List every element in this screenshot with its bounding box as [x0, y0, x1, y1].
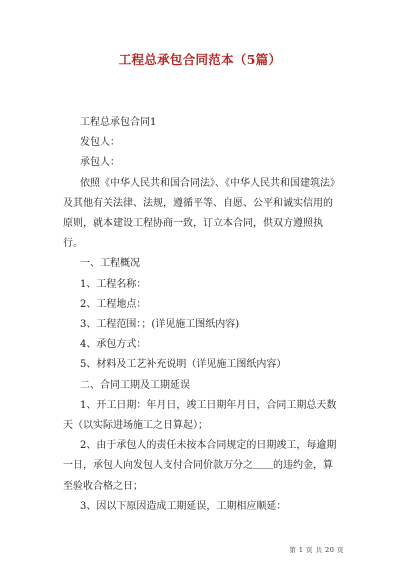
materials-note-line: 5、材料及工艺补充说明（详见施工图纸内容）	[80, 359, 287, 371]
document-title: 工程总承包合同范本（5篇）	[118, 52, 282, 67]
section-heading-project-overview: 一、工程概况	[80, 258, 140, 270]
document-body	[63, 113, 341, 517]
contract-method-line: 4、承包方式：	[80, 339, 147, 351]
contract-heading: 工程总承包合同1	[80, 117, 157, 128]
delay-penalty-paragraph: 2、由于承包人的责任未按本合同规定的日期竣工，每逾期一日，承包人向发包人支付合同价款万分之＿＿的违约金，算至验收合格之日；	[63, 440, 337, 492]
start-date-paragraph: 1、开工日期：年月日，竣工日期年月日，合同工期总天数天（以实际进场施工之日算起）；	[63, 399, 337, 432]
section-heading-schedule: 二、合同工期及工期延误	[80, 379, 190, 391]
page-number-footer: 第 1 页 共 20 页	[289, 546, 344, 554]
preamble-paragraph: 依照《中华人民共和国合同法》、《中华人民共和国建筑法》及其他有关法律、法规，遵循平等、自愿、公平和诚实信用的原则，就本建设工程协商一致，订立本合同，供双方遵照执行。	[63, 177, 340, 250]
delay-causes-paragraph: 3、因以下原因造成工期延误，工期相应顺延：	[80, 500, 287, 512]
project-location-line: 2、工程地点：	[80, 298, 147, 310]
party-b-line: 承包人：	[80, 157, 120, 169]
party-a-line: 发包人：	[80, 137, 120, 149]
project-name-line: 1、工程名称：	[80, 278, 147, 290]
project-scope-line: 3、工程范围：；(详见施工图纸内容)	[80, 319, 240, 331]
